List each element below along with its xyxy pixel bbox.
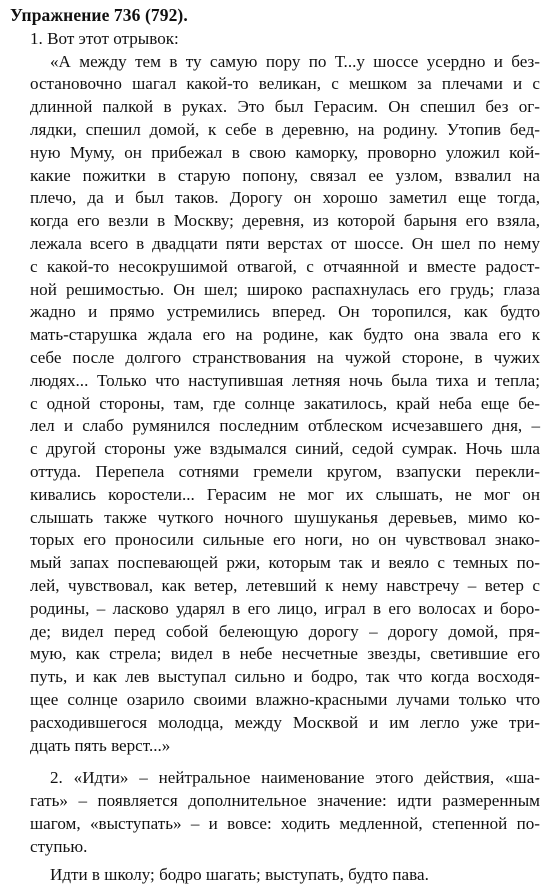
item-2-paragraph <box>10 767 540 858</box>
excerpt-line: лядки, спешил домой, к себе в деревню, на родину. Утопив бед- <box>30 119 540 139</box>
excerpt-line: ную Муму, он прибежал в свою каморку, проворно уложил кой- <box>30 142 540 162</box>
excerpt-line: какие пожитки в старую попону, связал ее узлом, взвалил на <box>30 165 540 185</box>
item-2-line: 2. «Идти» – нейтральное наименование этого действия, «ша- <box>50 768 540 788</box>
item-1-intro <box>10 28 540 51</box>
excerpt-line: оттуда. Перепела сотнями гремели кругом, взапуски перекли- <box>30 461 540 481</box>
excerpt-line: людях... Только что наступившая летняя ночь была тиха и тепла; <box>30 370 540 390</box>
excerpt-line: плечо, да и был таков. Дорогу он хорошо заметил еще тогда, <box>30 188 540 208</box>
examples-line: Идти в школу; бодро шагать; выступать, будто пава. <box>50 865 429 885</box>
excerpt-line: расходившегося молодца, между Москвой и им легло уже три- <box>30 712 540 732</box>
excerpt-line: длинной палкой в руках. Это был Герасим. Он спешил без ог- <box>30 97 540 117</box>
excerpt-line: остановочно шагал какой-то великан, с мешком за плечами и с <box>30 74 540 94</box>
excerpt-line: дцать пять верст...» <box>30 735 171 755</box>
excerpt-line: де; видел перед собой белеющую дорогу – дорогу домой, пря- <box>30 621 540 641</box>
excerpt-line: жадно и прямо устремились вперед. Он торопился, как будто <box>30 302 540 322</box>
item-1-intro-text: 1. Вот этот отрывок: <box>30 28 179 48</box>
excerpt-line: торых его проносили сильные его ноги, но он чувствовал знако- <box>30 530 540 550</box>
excerpt-line: с какой-то несокрушимой отвагой, с отчаянной и вместе радост- <box>30 256 540 276</box>
excerpt-line: мать-старушка ждала его на родине, как будто она звала его к <box>30 325 540 345</box>
excerpt-line: когда его везли в Москву; деревня, из которой барыня его взяла, <box>30 211 540 231</box>
excerpt-line: родины, – ласково ударял в его лицо, играл в его волосах и боро- <box>30 598 540 618</box>
examples-paragraph <box>10 864 540 887</box>
item-2-line: гать» – появляется дополнительное значение: идти размеренным <box>30 791 540 811</box>
excerpt-line: мую, как стрела; видел в небе несчетные звезды, светившие его <box>30 644 540 664</box>
excerpt-paragraph <box>10 51 540 758</box>
excerpt-line: мый запах поспевающей ржи, которым так и веяло с темных по- <box>30 553 540 573</box>
excerpt-line: лей, чувствовал, как ветер, летевший к нему навстречу – ветер с <box>30 575 540 595</box>
excerpt-line: лежала всего в двадцати пяти верстах от шоссе. Он шел по нему <box>30 233 540 253</box>
excerpt-line: с одной стороны, там, где солнце закатилось, край неба еще бе- <box>30 393 540 413</box>
excerpt-line: ной решимостью. Он шел; широко распахнулась его грудь; глаза <box>30 279 540 299</box>
excerpt-line: «А между тем в ту самую пору по Т...у шоссе усердно и без- <box>50 51 540 71</box>
excerpt-line: путь, и как лев выступал сильно и бодро, так что когда восходя- <box>30 667 540 687</box>
excerpt-line: себе после долгого странствования на чужой стороне, в чужих <box>30 347 540 367</box>
excerpt-line: с другой стороны уже вздымался синий, седой сумрак. Ночь шла <box>30 439 540 459</box>
excerpt-line: слышать также чуткого ночного шушуканья деревьев, мимо ко- <box>30 507 540 527</box>
exercise-title: Упражнение 736 (792). <box>10 5 188 25</box>
excerpt-line: кивались коростели... Герасим не мог их слышать, не мог он <box>30 484 540 504</box>
textbook-page <box>10 4 540 887</box>
excerpt-line: щее солнце озарило своими влажно-красными лучами только что <box>30 689 540 709</box>
item-2-line: шагом, «выступать» – и вовсе: ходить медленной, степенной по- <box>30 813 540 833</box>
excerpt-line: лел и слабо румянился последним отблеском исчезавшего дня, – <box>30 416 540 436</box>
item-2-line: ступью. <box>30 836 88 856</box>
